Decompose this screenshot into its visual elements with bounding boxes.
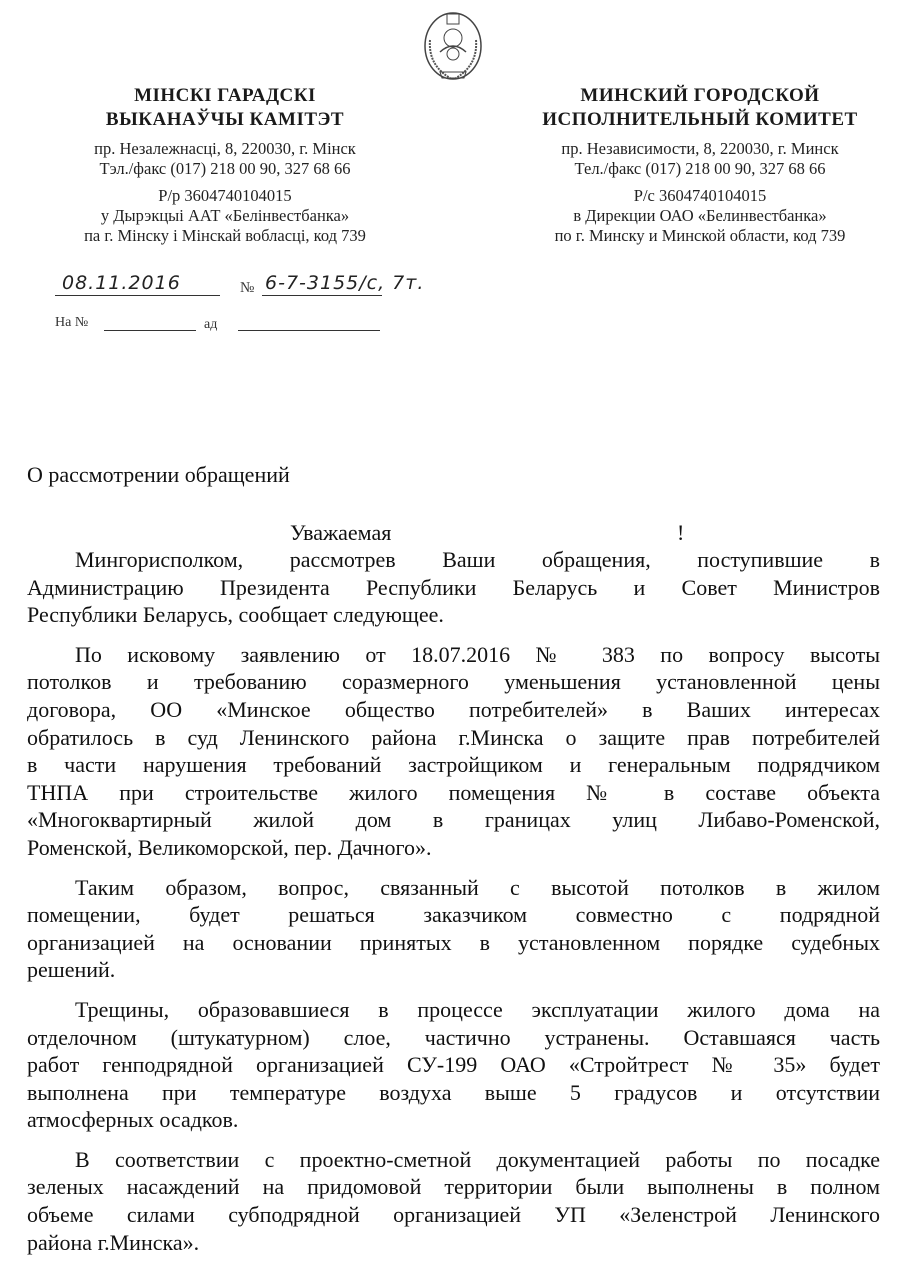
org-account: Р/с 3604740104015 (633, 186, 767, 205)
body-paragraph (27, 641, 880, 862)
org-title: ИСПОЛНИТЕЛЬНЫЙ КОМИТЕТ (542, 109, 858, 130)
body-paragraph (27, 546, 880, 629)
body-line: атмосферных осадков. (27, 1107, 239, 1133)
body-line: помещении, будет решаться заказчиком совместно с подрядной (27, 902, 880, 928)
letter-body (27, 546, 880, 1268)
letterhead-russian (515, 84, 885, 246)
org-address: пр. Незалежнасці, 8, 220030, г. Мінск (94, 139, 356, 158)
body-line: ТНПА при строительстве жилого помещения № в составе объекта (27, 779, 880, 805)
body-paragraph (27, 1146, 880, 1256)
org-account: Р/р 3604740104015 (158, 186, 292, 205)
body-line: выполнена при температуре воздуха выше 5 градусов и отсутствии (27, 1079, 880, 1105)
org-title: МІНСКІ ГАРАДСКІ (134, 85, 316, 106)
greeting: Уважаемая (290, 520, 392, 545)
org-bank: по г. Минску и Минской области, код 739 (554, 226, 846, 245)
body-line: обратилось в суд Ленинского района г.Минска о защите прав потребителей (27, 724, 880, 750)
body-line: Трещины, образовавшиеся в процессе эксплуатации жилого дома на (75, 996, 880, 1022)
reference-label: На № (55, 315, 89, 330)
body-line: «Многоквартирный жилой дом в границах улиц Либаво-Роменской, (27, 807, 880, 833)
org-phone: Тэл./факс (017) 218 00 90, 327 68 66 (99, 159, 351, 178)
body-line: района г.Минска». (27, 1229, 200, 1255)
org-bank: у Дырэкцыі ААТ «Белінвестбанка» (100, 206, 350, 225)
org-bank: па г. Мінску і Мінскай вобласці, код 739 (84, 226, 366, 245)
body-line: Администрацию Президента Республики Беларусь и Совет Министров (27, 574, 880, 600)
body-line: договора, ОО «Минское общество потребителей» в Ваших интересах (27, 696, 880, 722)
greeting-end: ! (677, 520, 685, 545)
org-title: МИНСКИЙ ГОРОДСКОЙ (580, 85, 820, 106)
body-line: Таким образом, вопрос, связанный с высотой потолков в жилом (75, 874, 880, 900)
letter-date: 08.11.2016 (62, 272, 181, 294)
letterhead-belarusian (40, 84, 410, 246)
state-emblem-icon (420, 10, 486, 84)
number-label: № (240, 280, 255, 296)
body-paragraph (27, 874, 880, 984)
org-title: ВЫКАНАЎЧЫ КАМІТЭТ (105, 109, 345, 130)
body-paragraph (27, 996, 880, 1134)
org-address: пр. Независимости, 8, 220030, г. Минск (561, 139, 839, 158)
letter-number: 6-7-3155/с, 7т. (265, 272, 425, 294)
body-line: В соответствии с проектно-сметной документацией работы по посадке (75, 1146, 880, 1172)
reference-from-label: ад (204, 317, 218, 332)
body-line: Мингорисполком, рассмотрев Ваши обращения, поступившие в (75, 547, 880, 572)
body-line: Роменской, Великоморской, пер. Дачного». (27, 834, 432, 860)
letter-subject: О рассмотрении обращений (27, 462, 290, 487)
body-line: Республики Беларусь, сообщает следующее. (27, 602, 444, 628)
body-line: отделочном (штукатурном) слое, частично устранены. Оставшаяся часть (27, 1024, 880, 1050)
body-line: потолков и требованию соразмерного уменьшения установленной цены (27, 669, 880, 695)
org-bank: в Дирекции ОАО «Белинвестбанка» (573, 206, 827, 225)
body-line: в части нарушения требований застройщиком и генеральным подрядчиком (27, 752, 880, 778)
body-line: зеленых насаждений на придомовой территории были выполнены в полном (27, 1174, 880, 1200)
body-line: решений. (27, 957, 116, 983)
body-line: По исковому заявлению от 18.07.2016 № 383 по вопросу высоты (75, 641, 880, 667)
body-line: организацией на основании принятых в установленном порядке судебных (27, 929, 880, 955)
body-line: объеме силами субподрядной организацией УП «Зеленстрой Ленинского (27, 1202, 880, 1228)
org-phone: Тел./факс (017) 218 00 90, 327 68 66 (574, 159, 826, 178)
body-line: работ генподрядной организацией СУ-199 ОАО «Стройтрест № 35» будет (27, 1052, 880, 1078)
